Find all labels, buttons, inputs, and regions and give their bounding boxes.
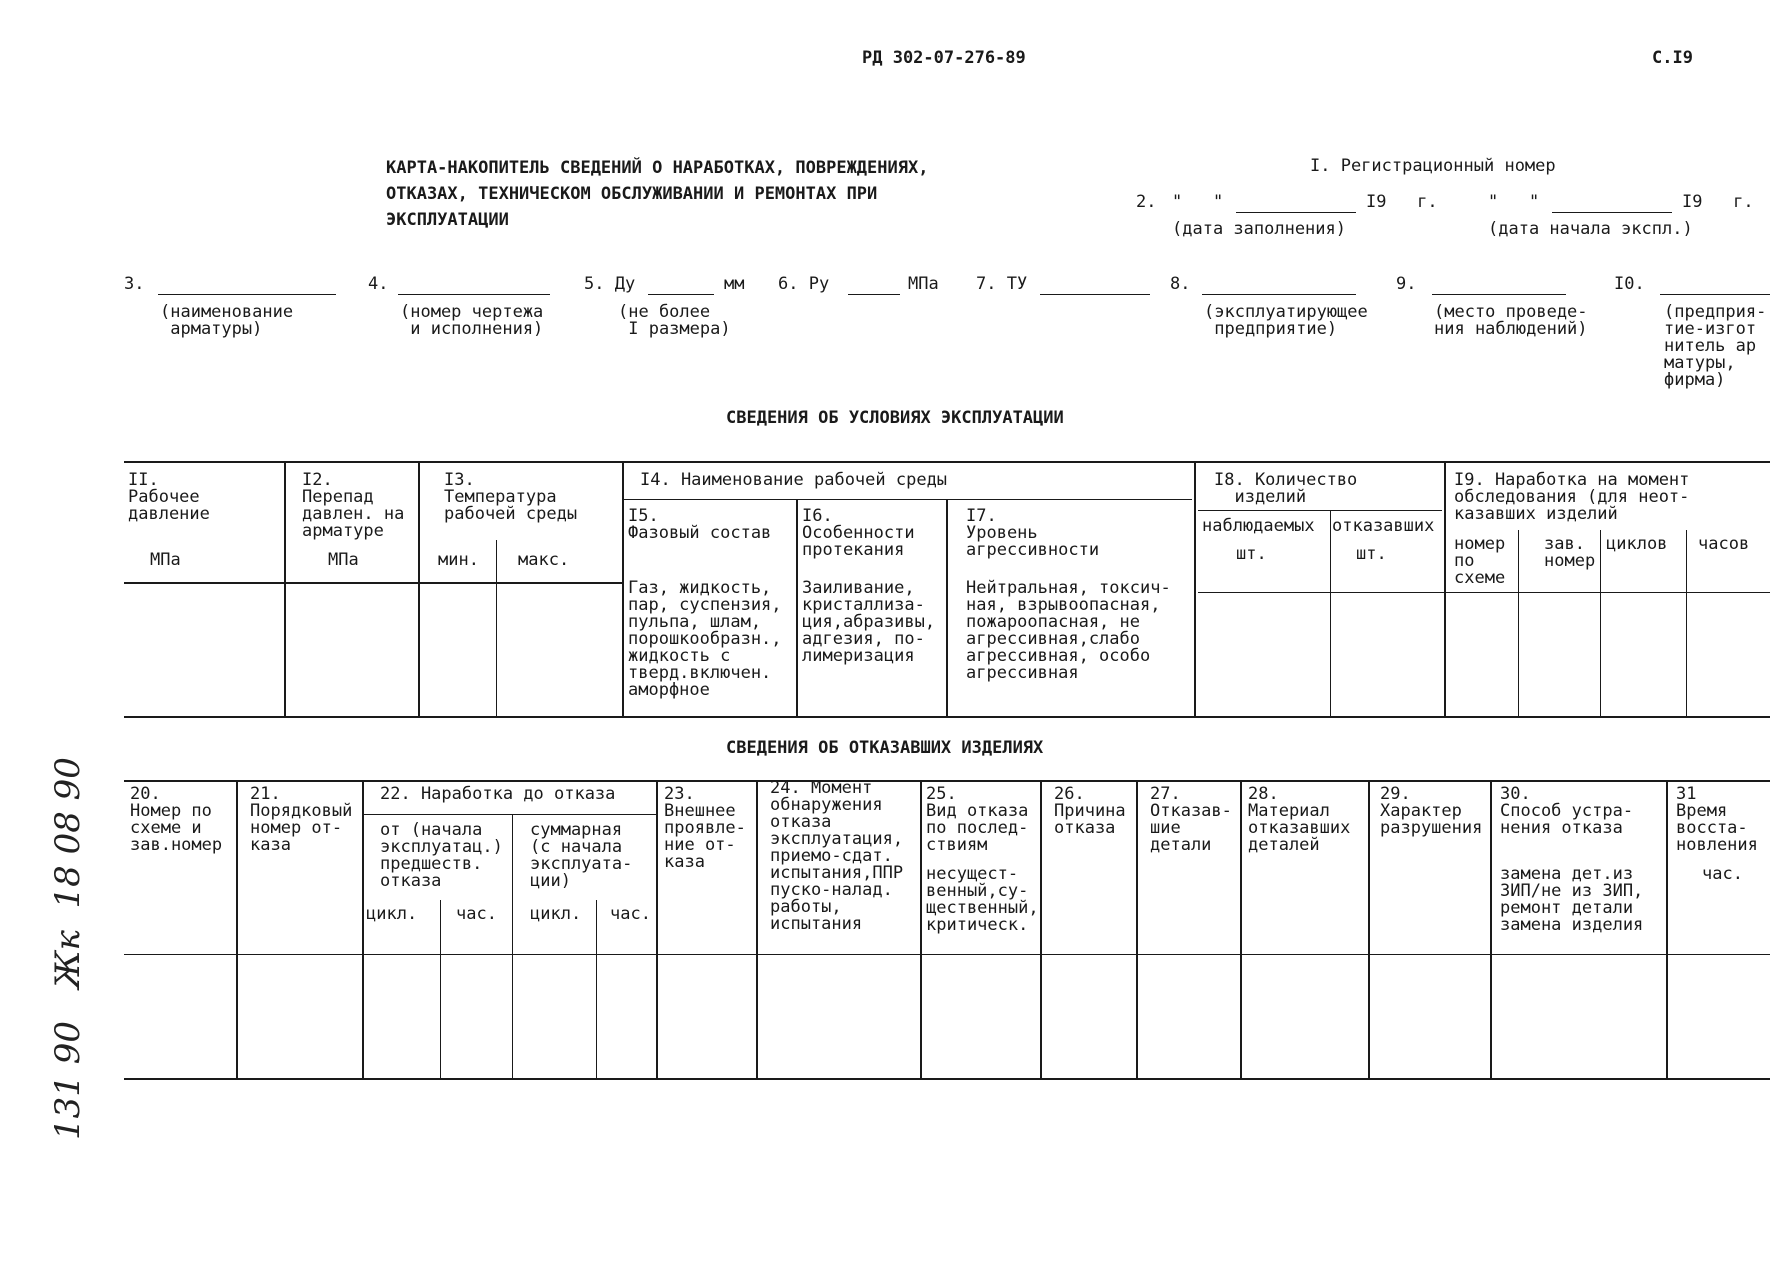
col-28-parts-material: 28. Материал отказавших деталей: [1248, 784, 1351, 855]
field-8-line: [1202, 294, 1356, 295]
table2-vline: [512, 815, 513, 1079]
table2-vline: [656, 782, 658, 1079]
col-25-failure-type: 25. Вид отказа по послед- ствиям: [926, 784, 1029, 855]
fill-date-note: (дата заполнения): [1172, 219, 1346, 239]
table2-vline: [1240, 782, 1242, 1079]
col-26-failure-cause: 26. Причина отказа: [1054, 784, 1126, 838]
table2-vline: [362, 782, 364, 1079]
table1-vline: [796, 500, 798, 717]
col-23-external-manifestation: 23. Внешнее проявле- ние от- каза: [664, 784, 746, 872]
col-29-destruction-type: 29. Характер разрушения: [1380, 784, 1483, 838]
col-18-unit-observed: шт.: [1236, 544, 1267, 564]
col-16-values: Заиливание, кристаллиза- ция,абразивы, адгезия, по- лимеризация: [802, 578, 936, 666]
table1-vline: [496, 540, 497, 717]
col-20-scheme-serial: 20. Номер по схеме и зав.номер: [130, 784, 223, 855]
field-3-number: 3.: [124, 274, 145, 294]
page-number: С.I9: [1652, 48, 1693, 68]
col-17-aggressiveness: I7. Уровень агрессивности: [966, 506, 1100, 560]
field-6-label: 6. Ру: [778, 274, 830, 294]
col-22-cycles-2: цикл.: [530, 904, 582, 924]
table1-vline: [1518, 530, 1519, 717]
table2-top-border: [124, 780, 1770, 782]
col-13-temperature: I3. Температура рабочей среды: [444, 470, 578, 524]
table2-vline: [1666, 782, 1668, 1079]
table2-vline: [236, 782, 238, 1079]
table1-vline: [1330, 511, 1331, 717]
col-19-operating-time: I9. Наработка на момент обследования (для неот- казавших изделий: [1454, 470, 1690, 524]
section-operating-conditions-title: СВЕДЕНИЯ ОБ УСЛОВИЯХ ЭКСПЛУАТАЦИИ: [726, 408, 1064, 428]
table1-subheader-line: [622, 499, 1192, 500]
col-13-max: макс.: [518, 550, 570, 570]
col-19-cycles: циклов: [1606, 534, 1668, 554]
field-9-note: (место проведе- ния наблюдений): [1434, 302, 1588, 339]
col-19-serial-number: зав. номер: [1544, 534, 1596, 571]
field-3-note: (наименование арматуры): [160, 302, 294, 339]
col-22-time-to-failure: 22. Наработка до отказа: [380, 784, 616, 804]
col-31-recovery-time: 31 Время восста- новления: [1676, 784, 1758, 855]
table2-vline: [1368, 782, 1370, 1079]
form-title-line-2: ОТКАЗАХ, ТЕХНИЧЕСКОМ ОБСЛУЖИВАНИИ И РЕМОНТАХ ПРИ: [386, 184, 878, 204]
col-19-scheme-number: номер по схеме: [1454, 534, 1506, 588]
table2-vline: [1490, 782, 1492, 1079]
col-24-detection-moment: 24. Момент обнаружения отказа эксплуатация, приемо-сдат. испытания,ППР пуско-налад. работы, испытания: [770, 778, 904, 934]
table2-header-bottom: [124, 954, 1770, 955]
col-22-since-previous: от (начала эксплуатац.) предшеств. отказа: [380, 820, 503, 891]
field-3-line: [158, 294, 336, 295]
col-19-hours: часов: [1698, 534, 1750, 554]
field-9-line: [1432, 294, 1566, 295]
field-9-number: 9.: [1396, 274, 1417, 294]
col-17-values: Нейтральная, токсич- ная, взрывоопасная, пожароопасная, не агрессивная,слабо агрессивная, особо агрессивная: [966, 578, 1171, 683]
col-27-failed-parts: 27. Отказав- шие детали: [1150, 784, 1232, 855]
table1-count-subheader-line: [1198, 510, 1442, 511]
fill-date-quotes: " ": [1172, 192, 1224, 212]
col-22-cycles-1: цикл.: [366, 904, 418, 924]
col-18-failed: отказавших: [1332, 516, 1435, 536]
col-15-values: Газ, жидкость, пар, суспензия, пульпа, шлам, порошкообразн., жидкость с тверд.включен. аморфное: [628, 578, 782, 700]
table1-vline: [418, 463, 420, 717]
handwritten-margin-note: 131 90 Жк 18 08 90: [48, 757, 88, 1140]
start-date-line: [1552, 212, 1672, 213]
col-22-hours-2: час.: [610, 904, 651, 924]
form-title-line-3: ЭКСПЛУАТАЦИИ: [386, 210, 509, 230]
field-5-unit: мм: [724, 274, 745, 294]
table1-vline: [1600, 530, 1601, 717]
field-4-line: [398, 294, 550, 295]
col-31-unit: час.: [1702, 864, 1743, 884]
table1-vline: [284, 463, 286, 717]
col-22-total: суммарная (с начала эксплуата- ции): [530, 820, 633, 891]
field-5-label: 5. Ду: [584, 274, 636, 294]
col-22-hours-1: час.: [456, 904, 497, 924]
table1-header-bottom-left: [124, 582, 622, 584]
table1-vline: [1444, 463, 1446, 717]
section-failed-items-title: СВЕДЕНИЯ ОБ ОТКАЗАВШИХ ИЗДЕЛИЯХ: [726, 738, 1044, 758]
registration-number-label: I. Регистрационный номер: [1310, 156, 1556, 176]
field-10-line: [1660, 294, 1770, 295]
col-12-unit: МПа: [328, 550, 359, 570]
table1-vline: [622, 463, 624, 717]
start-date-year: I9 г.: [1682, 192, 1754, 212]
table2-subheader-line: [364, 814, 658, 815]
table1-vline: [1194, 463, 1196, 717]
col-21-failure-number: 21. Порядковый номер от- каза: [250, 784, 353, 855]
field-7-label: 7. ТУ: [976, 274, 1028, 294]
field-4-number: 4.: [368, 274, 389, 294]
field-10-number: I0.: [1614, 274, 1645, 294]
col-11-working-pressure: II. Рабочее давление: [128, 470, 210, 524]
col-30-values: замена дет.из ЗИП/не из ЗИП, ремонт детали замена изделия: [1500, 864, 1644, 935]
table2-bottom-border: [124, 1078, 1770, 1080]
field-5-line: [648, 294, 714, 295]
col-12-pressure-drop: I2. Перепад давлен. на арматуре: [302, 470, 405, 541]
fill-date-line: [1236, 212, 1356, 213]
table1-top-border: [124, 461, 1770, 463]
table1-vline: [1686, 530, 1687, 717]
form-title-line-1: КАРТА-НАКОПИТЕЛЬ СВЕДЕНИЙ О НАРАБОТКАХ, ПОВРЕЖДЕНИЯХ,: [386, 158, 929, 178]
table2-vline: [1136, 782, 1138, 1079]
col-30-elimination-method: 30. Способ устра- нения отказа: [1500, 784, 1634, 838]
field-5-note: (не более I размера): [618, 302, 731, 339]
field-8-note: (эксплуатирующее предприятие): [1204, 302, 1368, 339]
field-8-number: 8.: [1170, 274, 1191, 294]
field-10-note: (предприя- тие-изгот нитель ар матуры, фирма): [1664, 302, 1767, 390]
col-15-phase: I5. Фазовый состав: [628, 506, 772, 543]
field-4-note: (номер чертежа и исполнения): [400, 302, 544, 339]
field-6-unit: МПа: [908, 274, 939, 294]
table2-vline: [440, 900, 441, 1079]
fill-date-year: I9 г.: [1366, 192, 1438, 212]
table2-vline: [756, 782, 758, 1079]
start-date-quotes: " ": [1488, 192, 1540, 212]
col-11-unit: МПа: [150, 550, 181, 570]
date-field-number: 2.: [1136, 192, 1157, 212]
table1-vline: [946, 500, 948, 717]
col-18-observed: наблюдаемых: [1202, 516, 1315, 536]
table2-vline: [920, 782, 922, 1079]
col-25-values: несущест- венный,су- щественный, критическ.: [926, 864, 1039, 935]
table2-vline: [596, 900, 597, 1079]
col-18-quantity: I8. Количество изделий: [1214, 470, 1358, 507]
col-18-unit-failed: шт.: [1356, 544, 1387, 564]
col-13-min: мин.: [438, 550, 479, 570]
col-16-flow-features: I6. Особенности протекания: [802, 506, 915, 560]
start-date-note: (дата начала экспл.): [1488, 219, 1693, 239]
col-14-medium-name: I4. Наименование рабочей среды: [640, 470, 948, 490]
field-7-line: [1040, 294, 1150, 295]
table2-vline: [1040, 782, 1042, 1079]
table1-header-bottom-right: [1198, 592, 1770, 593]
document-code: РД 302-07-276-89: [862, 48, 1026, 68]
field-6-line: [848, 294, 900, 295]
